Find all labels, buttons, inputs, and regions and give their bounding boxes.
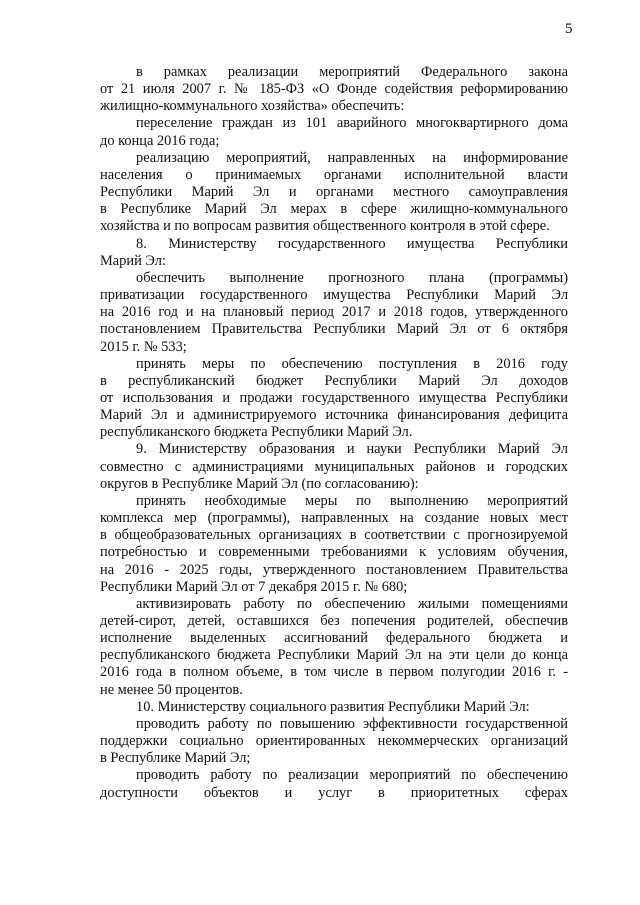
text-line: не менее 50 процентов. [100,681,243,698]
text-line: Республики Марий Эл от 7 декабря 2015 г. № 680; [100,578,408,595]
paragraph [100,767,568,801]
paragraph [100,596,568,699]
text-line: обеспечить выполнение прогнозного плана (программы) [136,269,568,286]
text-line: 10. Министерству социального развития Республики Марий Эл: [136,698,530,715]
text-line: проводить работу по реализации мероприятий по обеспечению [136,767,568,784]
text-line: жилищно-коммунального хозяйства» обеспечить: [100,98,405,115]
paragraph [100,64,568,115]
text-line: приватизации государственного имущества Республики Марий Эл [100,287,568,304]
text-line: в республиканский бюджет Республики Марий Эл доходов [100,372,568,389]
document-body [100,64,568,802]
text-line: исполнение выделенных ассигнований федерального бюджета и [100,630,568,647]
text-line: доступности объектов и услуг в приоритетных сферах [100,784,568,801]
text-line: в Республике Марий Эл; [100,750,251,767]
text-line: до конца 2016 года; [100,132,220,149]
text-line: Марий Эл: [100,252,166,269]
text-line: принять меры по обеспечению поступления в 2016 году [136,355,568,372]
text-line: в общеобразовательных организациях в соответствии с прогнозируемой [100,527,568,544]
text-line: 8. Министерству государственного имущества Республики [136,235,568,252]
text-line: Марий Эл и администрируемого источника финансирования дефицита [100,407,568,424]
text-line: комплекса мер (программы), направленных на создание новых мест [100,510,568,527]
text-line: потребностью и современными требованиями к условиям обучения, [100,544,568,561]
text-line: постановлением Правительства Республики Марий Эл от 6 октября [100,321,568,338]
text-line: переселение граждан из 101 аварийного многоквартирного дома [136,115,568,132]
text-line: республиканского бюджета Республики Марий Эл. [100,424,413,441]
page-number: 5 [565,21,573,37]
paragraph [100,236,568,270]
paragraph [100,493,568,596]
text-line: 9. Министерству образования и науки Республики Марий Эл [136,441,568,458]
text-line: 2015 г. № 533; [100,338,187,355]
paragraph [100,150,568,236]
text-line: поддержки социально ориентированных некоммерческих организаций [100,733,568,750]
text-line: от 21 июля 2007 г. № 185-ФЗ «О Фонде содействия реформированию [100,81,568,98]
text-line: хозяйства и по вопросам развития общественного контроля в этой сфере. [100,218,550,235]
text-line: детей-сирот, детей, оставшихся без попечения родителей, обеспечив [100,613,568,629]
text-line: совместно с администрациями муниципальных районов и городских [100,458,568,475]
paragraph [100,699,568,716]
text-line: на 2016 - 2025 годы, утвержденного постановлением Правительства [100,561,568,578]
text-line: республиканского бюджета Республики Марий Эл на эти цели до конца [100,647,568,664]
text-line: округов в Республике Марий Эл (по согласованию): [100,475,419,492]
text-line: в Республике Марий Эл мерах в сфере жилищно-коммунального [100,201,568,218]
text-line: от использования и продажи государственного имущества Республики [100,389,568,406]
text-line: в рамках реализации мероприятий Федерального закона [136,64,568,80]
text-line: 2016 года в полном объеме, в том числе в первом полугодии 2016 г. - [100,664,568,681]
paragraph [100,441,568,492]
text-line: активизировать работу по обеспечению жилыми помещениями [136,595,568,612]
text-line: населения о принимаемых органами исполнительной власти [100,166,568,183]
text-line: Республики Марий Эл и органами местного самоуправления [100,184,568,201]
paragraph [100,270,568,356]
paragraph [100,115,568,149]
text-line: проводить работу по повышению эффективности государственной [136,715,568,732]
text-line: на 2016 год и на плановый период 2017 и 2018 годов, утвержденного [100,304,568,321]
paragraph [100,356,568,442]
text-line: принять необходимые меры по выполнению мероприятий [136,492,568,509]
paragraph [100,716,568,767]
text-line: реализацию мероприятий, направленных на информирование [136,149,568,166]
